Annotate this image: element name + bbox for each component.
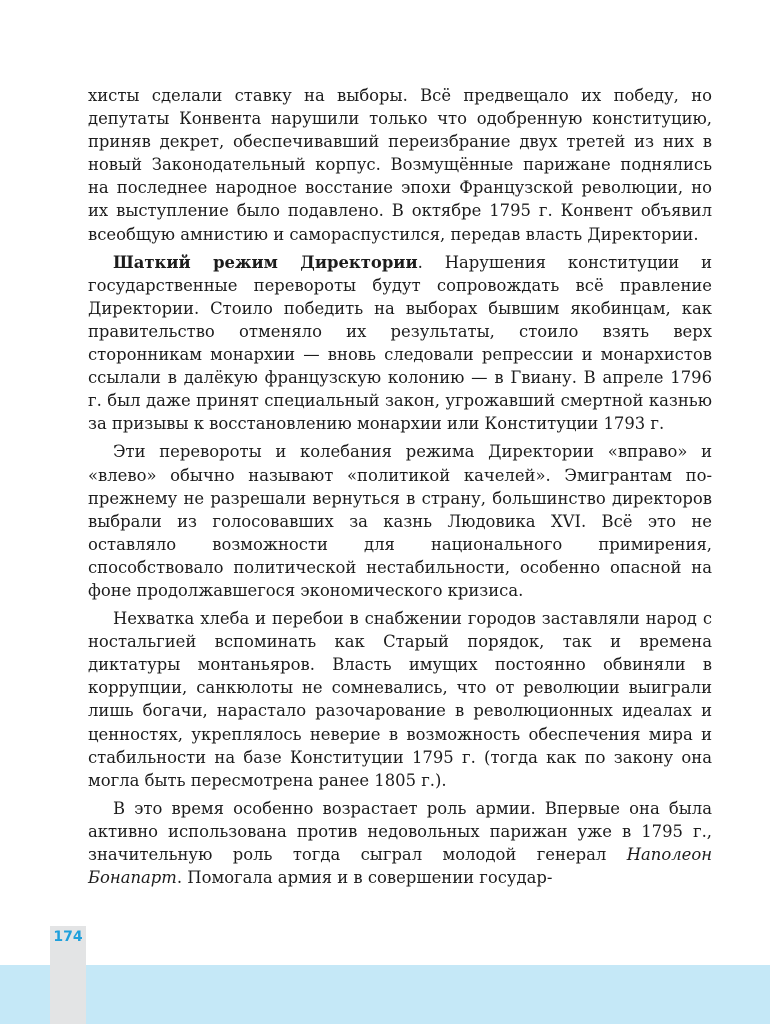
- paragraph-army-role: [88, 797, 712, 889]
- paragraph-swing-policy: Эти перевороты и колебания режима Директории «вправо» и «влево» обычно называют «политикой качелей». Эмигрантам по-прежнему не разрешали вернуться в страну, большинство директоров выбрали из голосовавших за казнь Людовика XVI. Всё это не оставляло возможности для национального примирения, способствовало политической нестабильности, особенно опасной на фоне продолжавшегося экономического кризиса.: [88, 442, 712, 600]
- italic-name: Наполеон Бонапарт: [88, 845, 712, 888]
- paragraph-directory-regime: [88, 251, 712, 436]
- paragraph-text: . Нарушения конституции и государственные перевороты будут сопровождать всё правление Директории. Стоило победить на выборах бывшим якобинцам, как правительство отменяло их результаты, стоило взять верх сторонникам монархии — вновь следовали репрессии и монархистов ссылали в далёкую французскую колонию — в Гвиану. В апреле 1796 г. был даже принят специальный закон, угрожавший смертной казнью за призывы к восстановлению монархии или Конституции 1793 г.: [88, 252, 712, 434]
- paragraph-text-after: . Помогала армия и в совершении государ-: [176, 868, 553, 888]
- paragraph-text: В это время особенно возрастает роль армии. Впервые она была активно использована против недовольных парижан уже в 1795 г., значительную роль тогда сыграл молодой генерал: [88, 798, 712, 864]
- paragraph-bread-shortage: Нехватка хлеба и перебои в снабжении городов заставляли народ с ностальгией вспоминать как Старый порядок, так и времена диктатуры монтаньяров. Власть имущих постоянно обвиняли в коррупции, санкюлоты не сомневались, что от революции выиграли лишь богачи, нарастало разочарование в революционных идеалах и ценностях, укреплялось неверие в возможность обеспечения мира и стабильности на базе Конституции 1795 г. (тогда как по закону она могла быть пересмотрена ранее 1805 г.).: [88, 609, 712, 790]
- footer-band: [0, 965, 770, 1024]
- page-body: [88, 84, 712, 889]
- paragraph-continuation: хисты сделали ставку на выборы. Всё предвещало их победу, но депутаты Конвента нарушили только что одобренную конституцию, приняв декрет, обеспечивавший переизбрание двух третей из них в новый Законодательный корпус. Возмущённые парижане поднялись на последнее народное восстание эпохи Французской революции, но их выступление было подавлено. В октябре 1795 г. Конвент объявил всеобщую амнистию и самораспустился, передав власть Директории.: [88, 86, 712, 244]
- paragraph-heading: Шаткий режим Директории: [113, 252, 418, 272]
- page-number: 174: [53, 929, 83, 945]
